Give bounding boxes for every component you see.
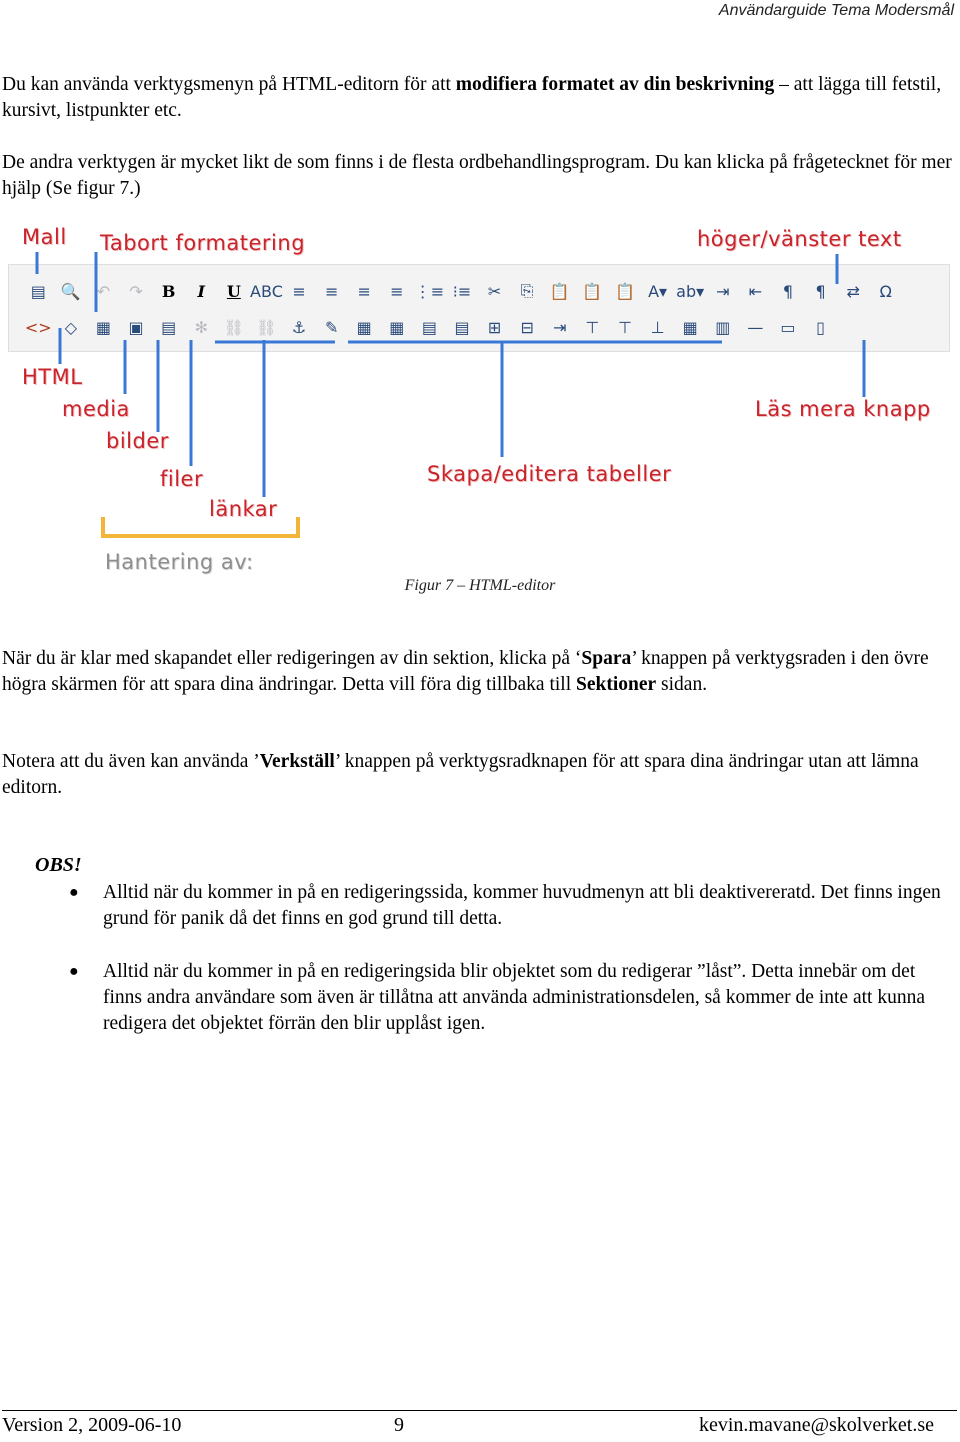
bold-phrase: modifiera formatet av din beskrivning [455,74,775,95]
toolbar-r1-button-icon[interactable]: ⁝≡ [452,281,472,301]
toolbar-r2-button-icon[interactable]: ▣ [128,317,144,337]
toolbar-r2-button-icon[interactable]: ⊞ [487,317,502,337]
toolbar-r1-button-icon[interactable]: ≡ [292,281,306,301]
label-tabort-formatering: Tabort formatering [100,231,306,255]
toolbar-r1-button-icon[interactable]: ✂ [487,281,502,301]
figure-caption: Figur 7 – HTML-editor [404,577,556,594]
footer-email: kevin.mavane@skolverket.se [698,1414,934,1436]
toolbar-r2-button-icon[interactable]: ▤ [161,317,177,337]
toolbar-r2-button-icon[interactable]: ⇥ [553,317,567,337]
toolbar-r2-button-icon[interactable]: ▤ [454,317,470,337]
intro-paragraph-2: De andra verktygen är mycket likt de som finns i de flesta ordbehandlingsprogram. Du kan klicka på frågetecknet för mer hjälp (Se figur 7.) [2,152,952,199]
label-hantering: Hantering av: [105,550,254,574]
label-filer: filer [160,467,204,491]
label-las-mera: Läs mera knapp [755,397,931,421]
label-html: HTML [22,365,83,389]
toolbar-r1-button-icon[interactable]: ¶ [815,281,826,301]
toolbar-r2-button-icon[interactable]: ▦ [95,317,112,337]
toolbar-r1-button-icon[interactable]: ab▾ [676,281,705,301]
toolbar-r2-button-icon[interactable]: ▦ [356,317,372,337]
label-tabeller: Skapa/editera tabeller [427,462,672,486]
toolbar-r2-button-icon[interactable]: ⊥ [650,317,665,337]
toolbar-r2-button-icon[interactable]: ⚓ [291,317,307,337]
toolbar-r1-button-icon[interactable]: I [197,281,205,301]
toolbar-r1-button-icon[interactable]: ⋮≡ [414,281,445,301]
toolbar-r1-button-icon[interactable]: 🔍 [60,281,81,301]
toolbar-r1-button-icon[interactable]: ≡ [357,281,371,301]
toolbar-r2-button-icon[interactable]: ⊟ [520,317,534,337]
intro-paragraph-1: Du kan använda verktygsmenyn på HTML-editorn för att modifiera formatet av din beskrivning – att lägga till fetstil, kursivt, listpunkter etc. [2,74,942,121]
label-mall: Mall [22,225,67,249]
html-editor-figure [0,222,960,582]
toolbar-r2-button-icon[interactable]: ▭ [780,317,796,337]
toolbar-r1-button-icon[interactable]: ⇄ [846,281,860,301]
toolbar-r1-button-icon[interactable]: Ω [879,281,892,301]
footer-page-number: 9 [394,1414,404,1436]
toolbar-r2-button-icon[interactable]: ▦ [682,317,698,337]
toolbar-r1-button-icon[interactable]: 📋 [582,281,603,301]
toolbar-r2-button-icon[interactable]: ▥ [715,317,731,337]
toolbar-r2-button-icon[interactable]: <> [24,317,52,337]
toolbar-r2-button-icon[interactable]: ✎ [324,317,339,337]
toolbar-r1-button-icon[interactable]: 📋 [549,281,570,301]
toolbar-r1-button-icon[interactable]: B [161,281,176,301]
toolbar-r2-button-icon[interactable]: ⛓ [256,317,277,337]
toolbar-r1-button-icon[interactable]: ↶ [96,281,111,301]
toolbar-r1-button-icon[interactable]: ABC [250,281,283,301]
toolbar-r1-button-icon[interactable]: ⎘ [520,281,534,300]
toolbar-r1-button-icon[interactable]: U [226,281,241,301]
toolbar-r1-button-icon[interactable]: ⇤ [748,281,763,301]
label-hoger-vanster: höger/vänster text [697,227,902,251]
toolbar-r2-button-icon[interactable]: ▦ [389,317,405,337]
toolbar-r1-button-icon[interactable]: ¶ [782,281,794,301]
toolbar-r2-button-icon[interactable]: ▤ [421,317,437,337]
label-bilder: bilder [106,429,169,453]
body-paragraph-verkstall: Notera att du även kan använda ’Verkställ’ knappen på verktygsradknapen för att spara dina ändringar utan att lämna editorn. [2,751,919,798]
toolbar-r2-button-icon[interactable]: ◇ [64,317,78,337]
toolbar-r1-button-icon[interactable]: 📋 [615,281,635,301]
toolbar-r2-button-icon[interactable]: — [747,317,764,337]
toolbar-r1-button-icon[interactable]: ▤ [30,281,46,301]
toolbar-r1-button-icon[interactable]: A▾ [648,281,668,301]
label-media: media [62,397,130,421]
toolbar-r1-button-icon[interactable]: ↷ [129,281,143,301]
toolbar-r2-button-icon[interactable]: ✻ [194,317,208,337]
toolbar-r2-button-icon[interactable]: ⛓ [223,317,245,337]
obs-heading: OBS! [35,854,82,876]
toolbar-r2-button-icon[interactable]: ⊤ [585,317,600,337]
toolbar-r2-button-icon[interactable]: ⊤ [618,317,632,337]
label-lankar: länkar [209,497,278,521]
bullet-icon: ● [69,884,79,901]
bullet-icon: ● [69,963,79,980]
toolbar-r1-button-icon[interactable]: ⇥ [716,281,730,301]
document-header: Användarguide Tema Modersmål [718,2,954,19]
body-paragraph-spara: När du är klar med skapandet eller redigeringen av din sektion, klicka på ‘Spara’ knappen på verktygsraden i den övre högra skärmen för att spara dina ändringar. Detta vill föra dig tillbaka till Sektioner sidan. [2,648,929,695]
footer-version: Version 2, 2009-06-10 [2,1414,182,1436]
toolbar-r1-button-icon[interactable]: ≡ [390,281,404,301]
toolbar-r1-button-icon[interactable]: ≡ [324,281,339,301]
footer-divider [2,1410,957,1411]
toolbar-r2-button-icon[interactable]: ▯ [816,317,825,337]
